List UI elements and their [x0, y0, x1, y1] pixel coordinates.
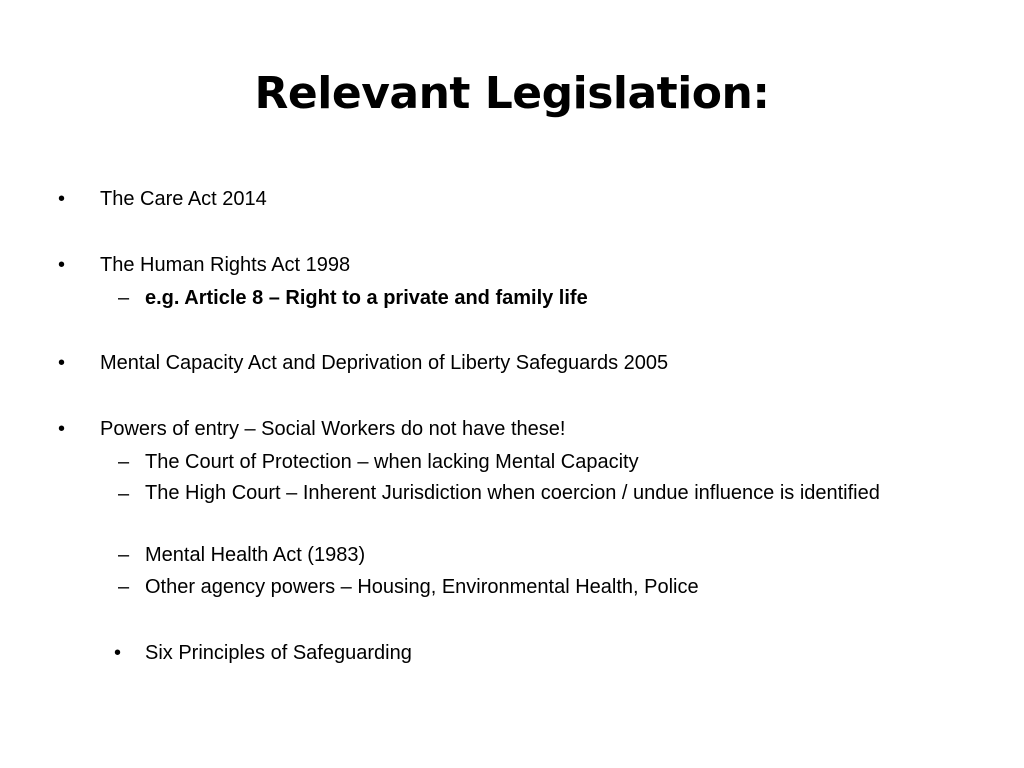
dash-marker: –	[118, 451, 130, 473]
sub-item-court-of-protection: The Court of Protection – when lacking Mental Capacity	[145, 451, 639, 473]
list-item-human-rights-act: The Human Rights Act 1998	[100, 254, 351, 276]
list-item-care-act: The Care Act 2014	[100, 188, 267, 210]
dash-marker: –	[118, 483, 130, 505]
bullet-marker: •	[58, 188, 66, 210]
sub-item-other-agency-powers: Other agency powers – Housing, Environmental Health, Police	[145, 576, 699, 598]
sub-item-mental-health-act: Mental Health Act (1983)	[145, 544, 366, 566]
slide-title: Relevant Legislation:	[254, 68, 770, 119]
list-item-mental-capacity-act: Mental Capacity Act and Deprivation of Liberty Safeguards 2005	[100, 352, 669, 374]
bullet-marker: •	[114, 642, 122, 664]
sub-item-high-court: The High Court – Inherent Jurisdiction when coercion / undue influence is identified	[145, 482, 880, 504]
bullet-marker: •	[58, 352, 66, 374]
list-item-powers-of-entry: Powers of entry – Social Workers do not have these!	[100, 418, 566, 440]
dash-marker: –	[118, 576, 130, 598]
dash-marker: –	[118, 287, 130, 309]
bullet-marker: •	[58, 254, 66, 276]
bullet-marker: •	[58, 418, 66, 440]
dash-marker: –	[118, 544, 130, 566]
list-item-six-principles: Six Principles of Safeguarding	[145, 642, 412, 664]
sub-item-article-8: e.g. Article 8 – Right to a private and family life	[145, 287, 588, 309]
